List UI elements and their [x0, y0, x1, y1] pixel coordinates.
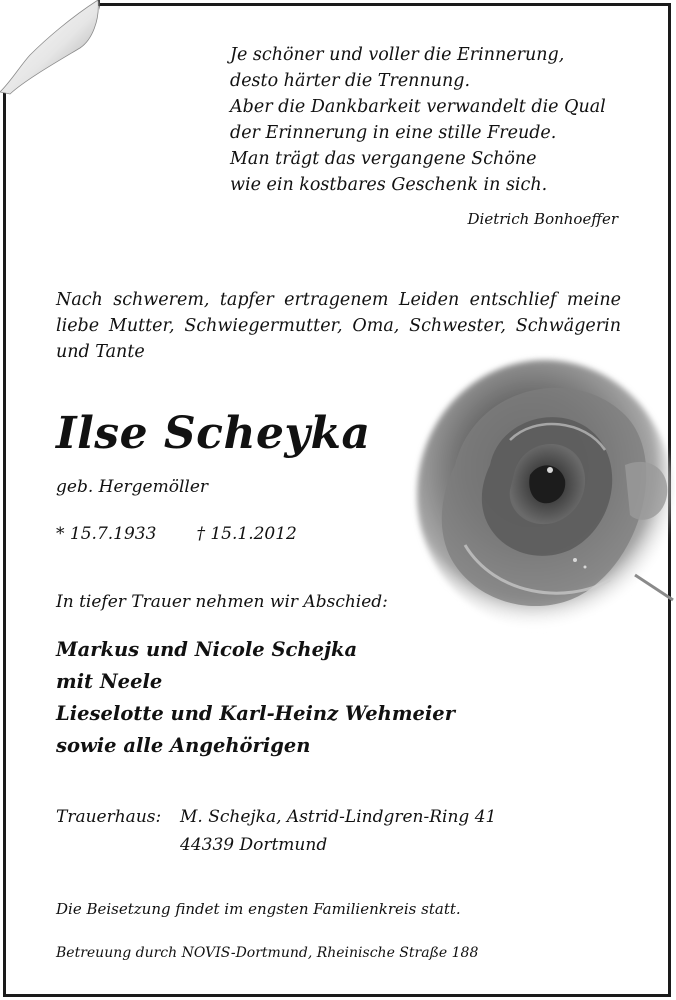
mourner-line: Lieselotte und Karl-Heinz Wehmeier: [56, 702, 455, 725]
poem-line: Je schöner und voller die Erinnerung,: [230, 45, 565, 65]
burial-note: Die Beisetzung findet im engsten Familienkreis statt.: [56, 900, 461, 918]
poem-line: desto härter die Trennung.: [230, 71, 471, 91]
mourner-line: sowie alle Angehörigen: [56, 734, 311, 757]
farewell-text: In tiefer Trauer nehmen wir Abschied:: [56, 592, 388, 612]
poem-line: der Erinnerung in eine stille Freude.: [230, 123, 557, 143]
mourning-house: [56, 803, 496, 859]
house-address-2: 44339 Dortmund: [180, 835, 328, 855]
mourner-line: mit Neele: [56, 670, 163, 693]
death-date: † 15.1.2012: [196, 524, 297, 544]
house-label: Trauerhaus:: [56, 807, 162, 827]
poem-line: Aber die Dankbarkeit verwandelt die Qual: [230, 97, 606, 117]
poem-line: wie ein kostbares Geschenk in sich.: [230, 175, 548, 195]
intro-line: und Tante: [56, 342, 145, 362]
mourners-list: [56, 634, 455, 762]
maiden-name: geb. Hergemöller: [56, 477, 209, 497]
intro-line: liebe Mutter, Schwiegermutter, Oma, Schwester, Schwägerin: [56, 316, 621, 336]
page-curl-icon: [0, 0, 100, 95]
poem-author: Dietrich Bonhoeffer: [467, 210, 618, 228]
intro-line: Nach schwerem, tapfer ertragenem Leiden entschlief meine: [56, 290, 621, 310]
poem: [230, 42, 630, 198]
life-dates: [56, 524, 297, 544]
care-note: Betreuung durch NOVIS-Dortmund, Rheinische Straße 188: [56, 945, 479, 961]
house-address-1: M. Schejka, Astrid-Lindgren-Ring 41: [180, 807, 497, 827]
mourner-line: Markus und Nicole Schejka: [56, 638, 358, 661]
birth-date: * 15.7.1933: [56, 524, 157, 544]
poem-line: Man trägt das vergangene Schöne: [230, 149, 537, 169]
deceased-name: Ilse Scheyka: [56, 408, 371, 459]
rose-image: [395, 345, 675, 655]
